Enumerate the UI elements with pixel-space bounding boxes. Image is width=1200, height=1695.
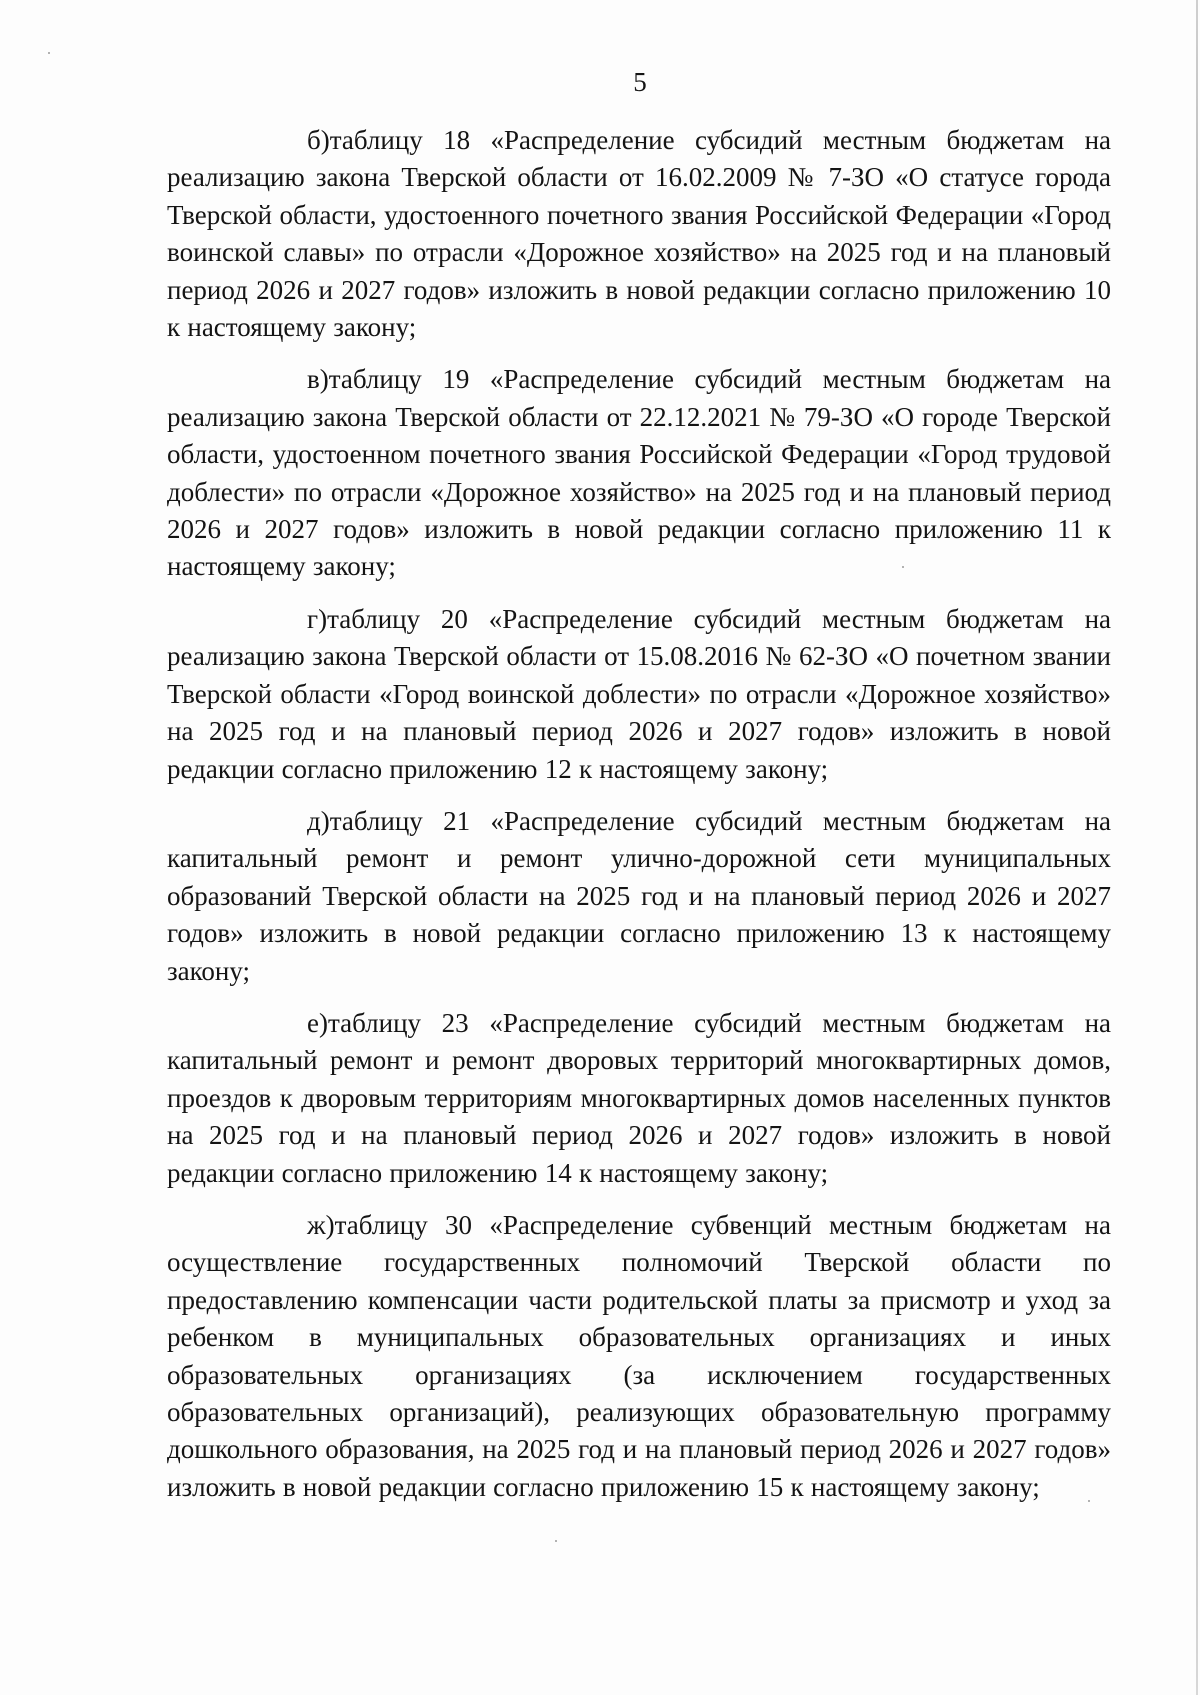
list-item	[167, 122, 1111, 346]
list-item-letter: б)	[307, 125, 330, 155]
page-number: 5	[633, 67, 647, 97]
list-item	[167, 601, 1111, 788]
list-item-letter: в)	[307, 364, 329, 395]
scan-speck	[1088, 1500, 1090, 1502]
document-body	[167, 122, 1111, 1521]
list-item	[167, 803, 1111, 990]
list-item-letter: е)	[307, 1007, 328, 1038]
list-item-text: таблицу 21 «Распределение субсидий местным бюджетам на капитальный ремонт и ремонт улично-дорожной сети муниципальных образований Тверской области на 2025 год и на плановый период 2026 и 2027 годов» изложить в новой редакции согласно приложению 13 к настоящему закону;	[167, 805, 1111, 986]
list-item-text: таблицу 30 «Распределение субвенций местным бюджетам на осуществление государственных полномочий Тверской области по предоставлению компенсации части родительской платы за присмотр и уход за ребенком в муниципальных образовательных организациях и иных образовательных организациях (за исключением государственных образовательных организаций), реализующих образовательную программу дошкольного образования, на 2025 год и на плановый период 2026 и 2027 годов» изложить в новой редакции согласно приложению 15 к настоящему закону;	[167, 1209, 1111, 1502]
list-item	[167, 1005, 1111, 1192]
scan-speck	[902, 566, 904, 568]
list-item	[167, 361, 1111, 585]
page-edge-shadow	[1196, 0, 1198, 1695]
scan-speck	[48, 52, 50, 54]
list-item-text: таблицу 20 «Распределение субсидий местным бюджетам на реализацию закона Тверской области от 15.08.2016 № 62-ЗО «О почетном звании Тверской области «Город воинской доблести» по отрасли «Дорожное хозяйство» на 2025 год и на плановый период 2026 и 2027 годов» изложить в новой редакции согласно приложению 12 к настоящему закону;	[167, 603, 1111, 784]
scan-speck	[555, 1540, 557, 1542]
list-item	[167, 1207, 1111, 1506]
list-item-text: таблицу 19 «Распределение субсидий местным бюджетам на реализацию закона Тверской области от 22.12.2021 № 79-ЗО «О городе Тверской области, удостоенном почетного звания Российской Федерации «Город трудовой доблести» по отрасли «Дорожное хозяйство» на 2025 год и на плановый период 2026 и 2027 годов» изложить в новой редакции согласно приложению 11 к настоящему закону;	[167, 364, 1111, 582]
list-item-letter: г)	[307, 603, 328, 634]
list-item-text: таблицу 23 «Распределение субсидий местным бюджетам на капитальный ремонт и ремонт дворовых территорий многоквартирных домов, проездов к дворовым территориям многоквартирных домов населенных пунктов на 2025 год и на плановый период 2026 и 2027 годов» изложить в новой редакции согласно приложению 14 к настоящему закону;	[167, 1007, 1111, 1188]
list-item-letter: ж)	[307, 1209, 335, 1240]
list-item-letter: д)	[307, 805, 330, 836]
list-item-text: таблицу 18 «Распределение субсидий местным бюджетам на реализацию закона Тверской области от 16.02.2009 № 7-ЗО «О статусе города Тверской области, удостоенного почетного звания Российской Федерации «Город воинской славы» по отрасли «Дорожное хозяйство» на 2025 год и на плановый период 2026 и 2027 годов» изложить в новой редакции согласно приложению 10 к настоящему закону;	[167, 125, 1111, 343]
